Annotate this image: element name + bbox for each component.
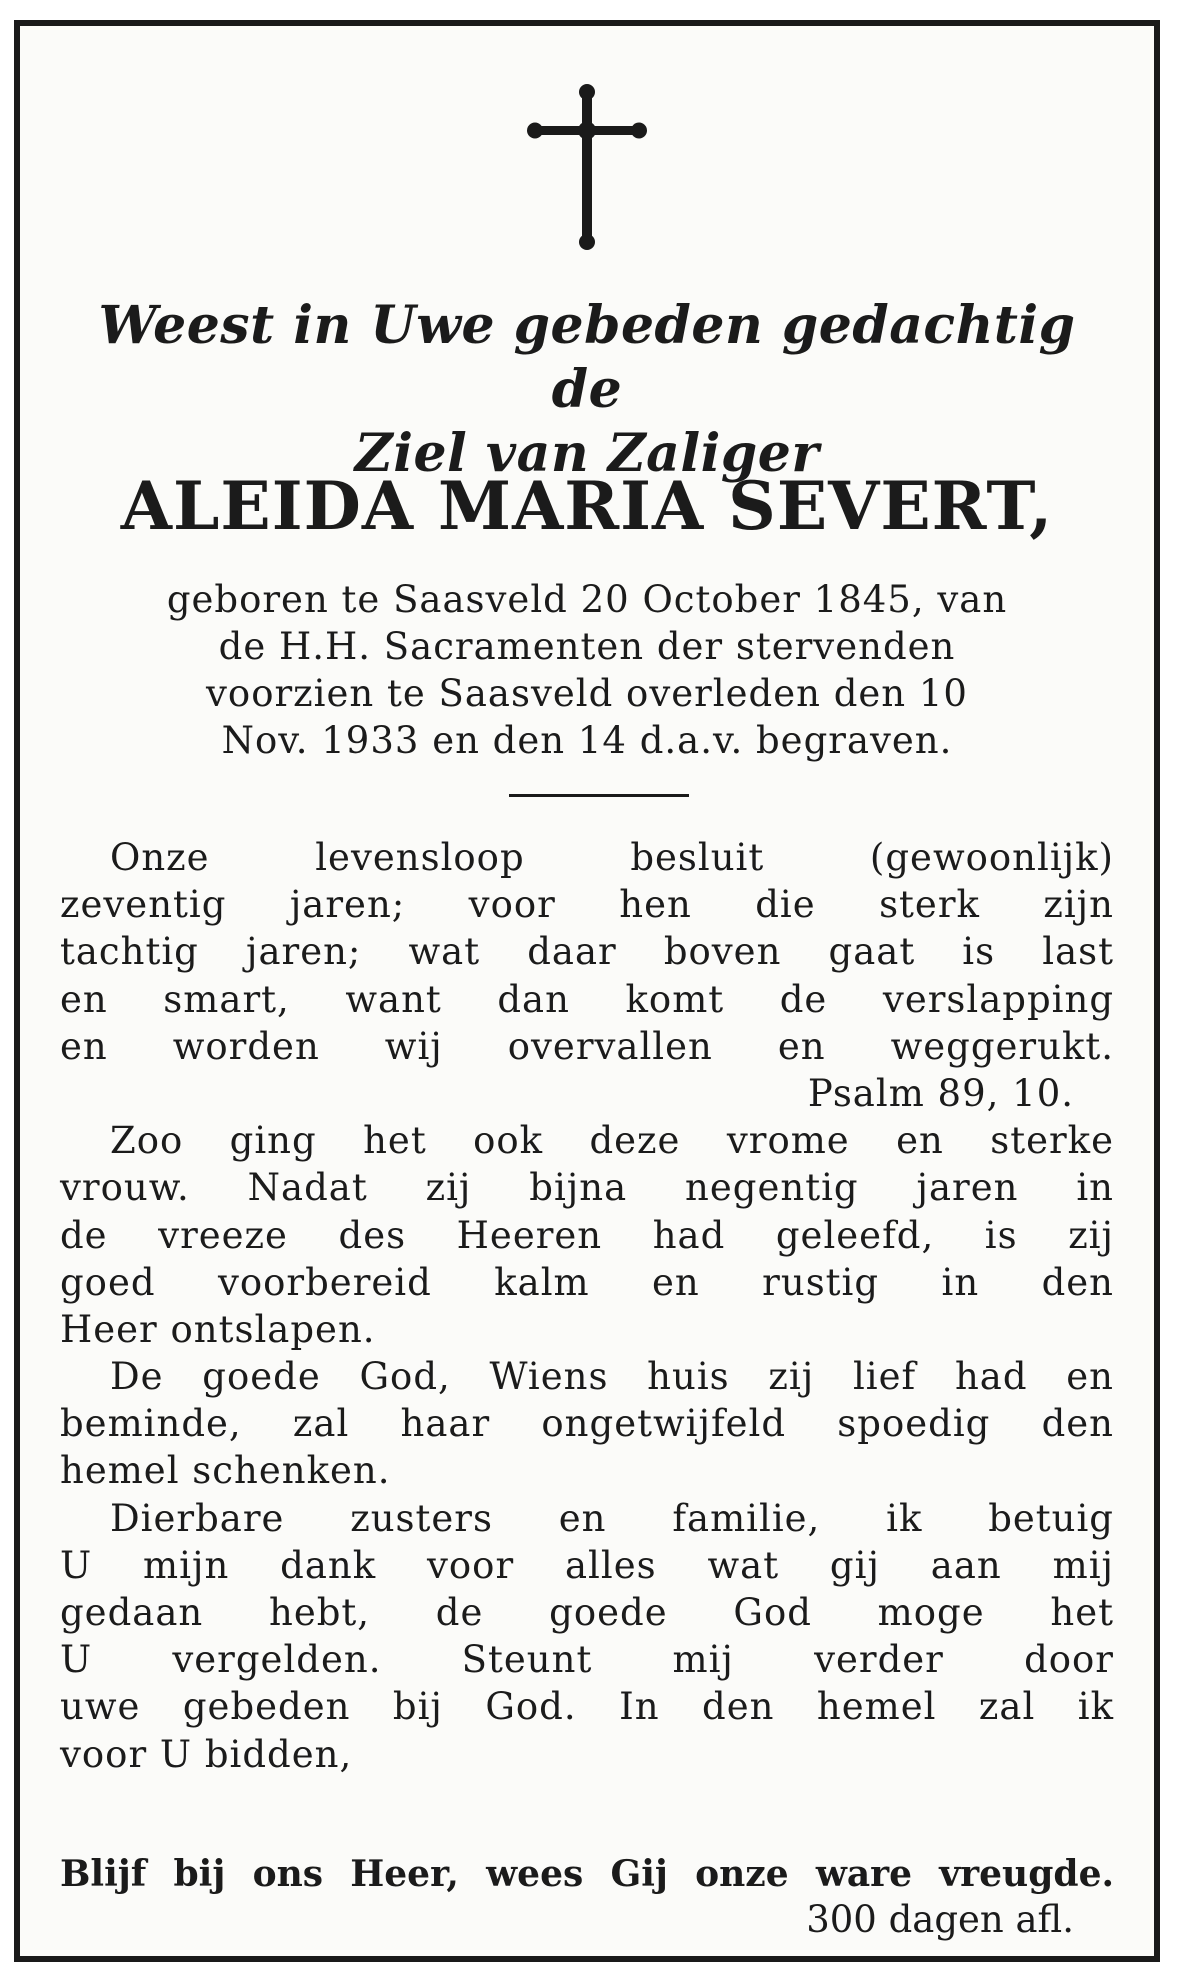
heading-line-1: Weest in Uwe gebeden gedachtig de bbox=[98, 295, 1076, 420]
text-line: en worden wij overvallen en weggerukt. bbox=[60, 1024, 1114, 1068]
text-line: goed voorbereid kalm en rustig in den bbox=[60, 1260, 1114, 1304]
text-line: gedaan hebt, de goede God moge het bbox=[60, 1591, 1114, 1634]
text-line: en smart, want dan komt de verslapping bbox=[60, 977, 1114, 1021]
text-line: tachtig jaren; wat daar boven gaat is last bbox=[60, 930, 1114, 974]
divider-rule bbox=[509, 794, 689, 797]
psalm-reference: Psalm 89, 10. bbox=[807, 1071, 1074, 1115]
text-line: Onze levensloop besluit (gewoonlijk) bbox=[110, 836, 1114, 879]
memorial-text bbox=[60, 834, 1114, 1778]
biography-line: Nov. 1933 en den 14 d.a.v. begraven. bbox=[221, 719, 953, 762]
text-line: beminde, zal haar ongetwijfeld spoedig den bbox=[60, 1402, 1114, 1446]
paragraph-2 bbox=[60, 1353, 1114, 1495]
cross-icon bbox=[527, 82, 647, 252]
text-line: U vergelden. Steunt mij verder door bbox=[60, 1638, 1114, 1682]
paragraph-3 bbox=[60, 1495, 1114, 1778]
text-line: vrouw. Nadat zij bijna negentig jaren in bbox=[60, 1166, 1114, 1210]
biography-line: voorzien te Saasveld overleden den 10 bbox=[206, 672, 968, 715]
text-line: De goede God, Wiens huis zij lief had en bbox=[110, 1355, 1114, 1399]
card-content bbox=[60, 26, 1114, 1956]
biography bbox=[60, 576, 1114, 764]
motto: Blijf bij ons Heer, wees Gij onze ware vreugde. bbox=[60, 1853, 1114, 1895]
text-line: hemel schenken. bbox=[60, 1449, 391, 1493]
text-line: zeventig jaren; voor hen die sterk zijn bbox=[60, 883, 1114, 927]
text-line: Zoo ging het ook deze vrome en sterke bbox=[110, 1119, 1114, 1163]
paragraph-1 bbox=[60, 1117, 1114, 1353]
deceased-name: ALEIDA MARIA SEVERT, bbox=[120, 467, 1054, 545]
text-line: U mijn dank voor alles wat gij aan mij bbox=[60, 1543, 1114, 1587]
psalm-quote bbox=[60, 834, 1114, 1117]
memorial-card bbox=[14, 20, 1160, 1962]
text-line: voor U bidden, bbox=[60, 1732, 353, 1776]
text-line: Dierbare zusters en familie, ik betuig bbox=[110, 1496, 1114, 1540]
biography-line: de H.H. Sacramenten der stervenden bbox=[218, 625, 956, 668]
biography-line: geboren te Saasveld 20 October 1845, van bbox=[166, 578, 1008, 621]
text-line: uwe gebeden bij God. In den hemel zal ik bbox=[60, 1685, 1114, 1729]
prayer-heading bbox=[60, 294, 1114, 486]
text-line: Heer ontslapen. bbox=[60, 1307, 376, 1351]
heading-line-2: Ziel van Zaliger bbox=[354, 423, 820, 484]
indulgence-note: 300 dagen afl. bbox=[806, 1898, 1074, 1941]
text-line: de vreeze des Heeren had geleefd, is zij bbox=[60, 1213, 1114, 1257]
